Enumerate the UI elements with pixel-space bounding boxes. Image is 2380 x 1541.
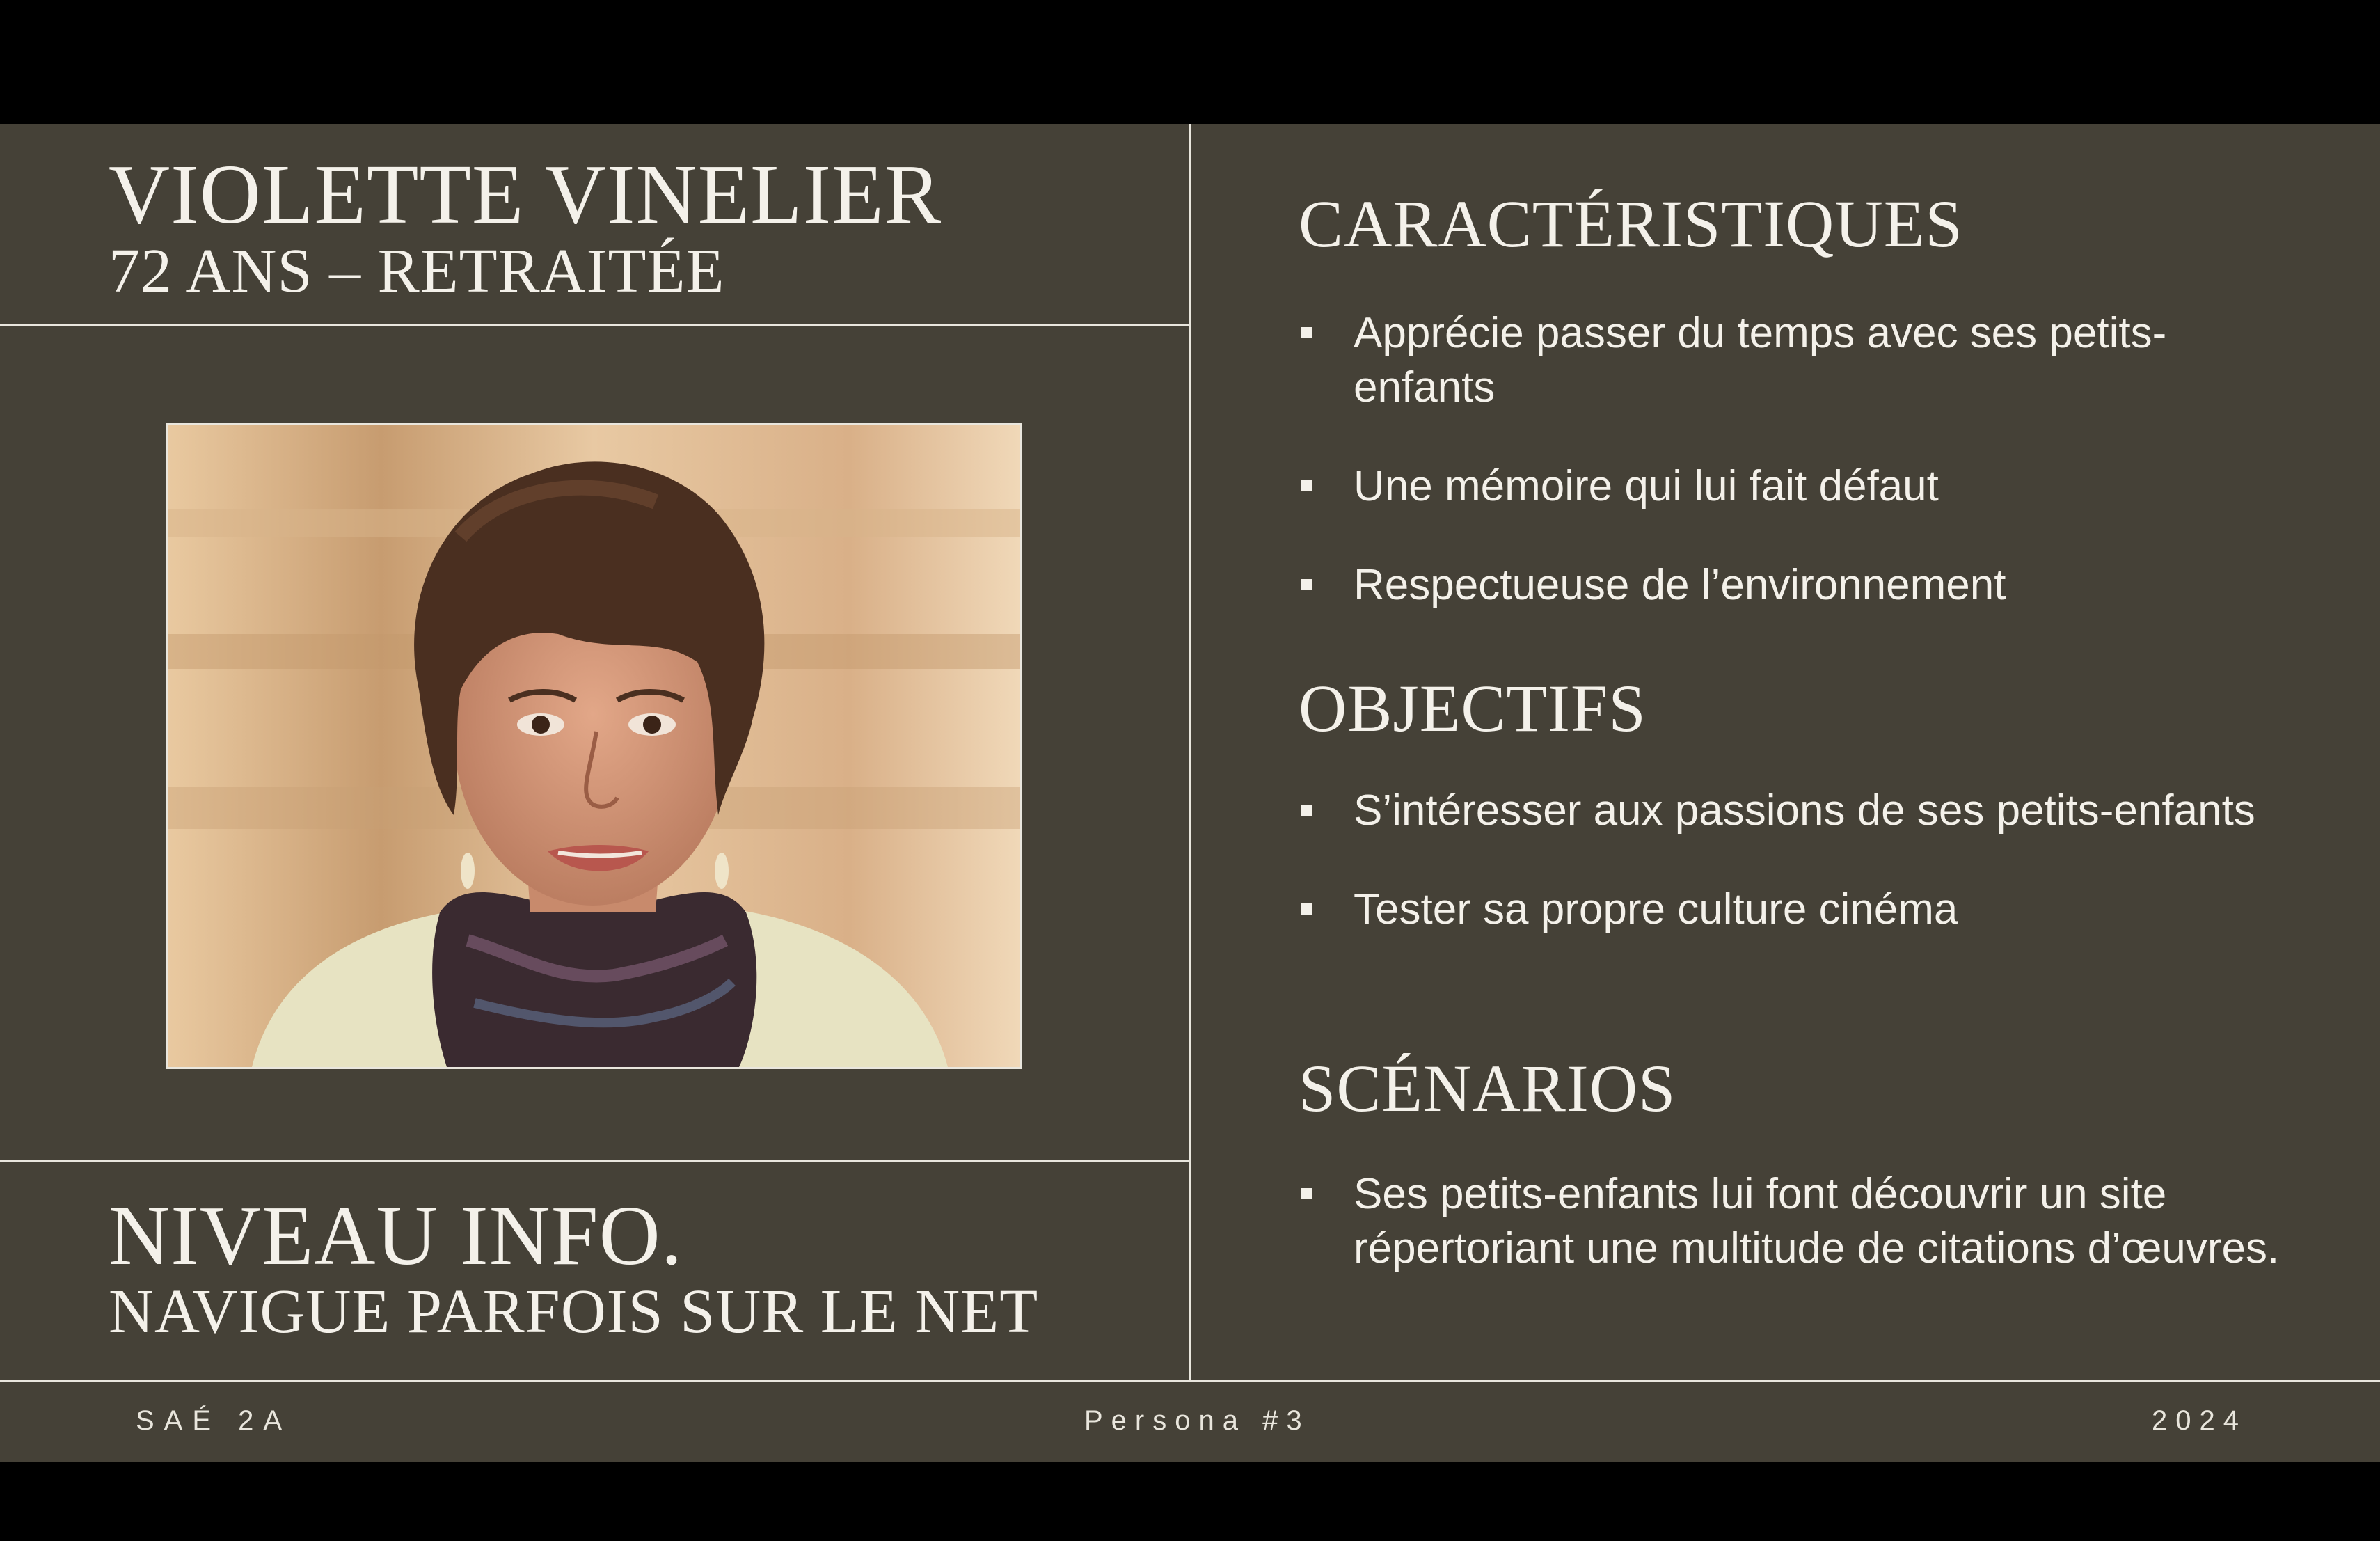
- portrait-image: [168, 425, 1020, 1067]
- list-item: Tester sa propre culture cinéma: [1299, 883, 2308, 937]
- objectifs-list: [1299, 784, 2308, 981]
- column-divider: [1189, 124, 1191, 1382]
- list-item: Une mémoire qui lui fait défaut: [1299, 459, 2308, 514]
- list-item: Ses petits-enfants lui font découvrir un site répertoriant une multitude de citations d’œuvres.: [1299, 1167, 2308, 1276]
- caracteristiques-list: [1299, 306, 2308, 657]
- list-item: Respectueuse de l’environnement: [1299, 558, 2308, 613]
- level-description: NAVIGUE PARFOIS SUR LE NET: [109, 1277, 1039, 1346]
- footer-divider: [0, 1380, 2380, 1382]
- list-item: S’intéresser aux passions de ses petits-enfants: [1299, 784, 2308, 838]
- footer-persona-number: Persona #3: [1084, 1405, 1310, 1436]
- footer-course: SAÉ 2A: [136, 1405, 292, 1436]
- section-heading-caracteristiques: CARACTÉRISTIQUES: [1299, 187, 1963, 261]
- persona-photo: [166, 423, 1022, 1069]
- persona-subtitle: 72 ANS – RETRAITÉE: [109, 237, 725, 306]
- list-item: Apprécie passer du temps avec ses petits-enfants: [1299, 306, 2308, 415]
- persona-slide: [0, 124, 2380, 1462]
- persona-name: VIOLETTE VINELIER: [109, 148, 942, 242]
- section-heading-objectifs: OBJECTIFS: [1299, 671, 1647, 745]
- level-divider: [0, 1160, 1189, 1162]
- header-divider: [0, 324, 1189, 326]
- footer-year: 2024: [2152, 1405, 2247, 1436]
- scenarios-list: [1299, 1167, 2308, 1320]
- section-heading-scenarios: SCÉNARIOS: [1299, 1051, 1676, 1125]
- level-heading: NIVEAU INFO.: [109, 1189, 683, 1283]
